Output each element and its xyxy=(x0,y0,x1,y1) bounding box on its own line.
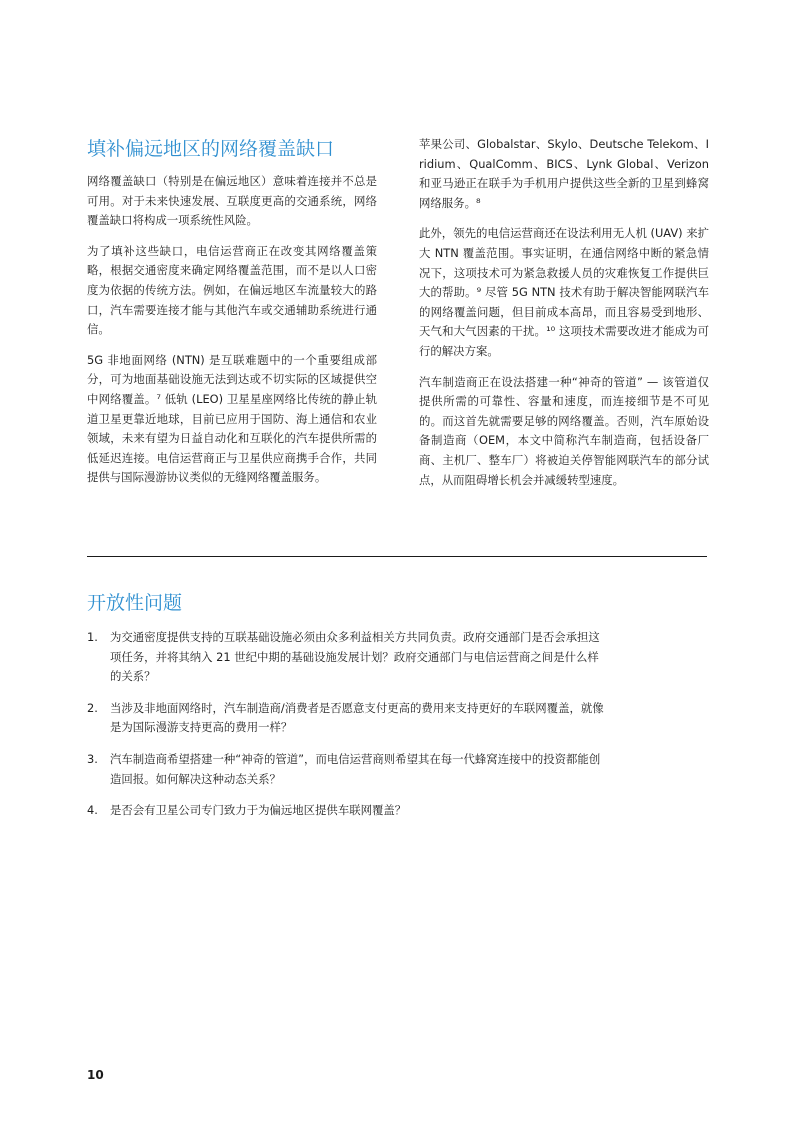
open-questions-list xyxy=(87,628,607,833)
paragraph-ntn: 5G 非地面网络 (NTN) 是互联难题中的一个重要组成部分，可为地面基础设施无法到达或不切实际的区域提供空中网络覆盖。⁷ 低轨 (LEO) 卫星星座网络比传统的静止轨道卫星更靠近地球，目前已应用于国防、海上通信和农业领域，未来有望为日益自动化和互联化的汽车提供所需的低延迟连接。电信运营商正与卫星供应商携手合作，共同提供与国际漫游协议类似的无缝网络覆盖服务。 xyxy=(87,352,377,485)
list-item-text: 当涉及非地面网络时，汽车制造商/消费者是否愿意支付更高的费用来支持更好的车联网覆盖，就像是为国际漫游支持更高的费用一样？ xyxy=(110,700,604,735)
section-divider xyxy=(87,556,707,557)
list-item xyxy=(87,801,607,821)
list-item-number: 3. xyxy=(87,751,98,766)
list-item xyxy=(87,699,607,738)
section-title-coverage-gap: 填补偏远地区的网络覆盖缺口 xyxy=(87,138,335,160)
paragraph-coverage-strategy: 为了填补这些缺口，电信运营商正在改变其网络覆盖策略，根据交通密度来确定网络覆盖范围，而不是以人口密度为依据的传统方法。例如，在偏远地区车流量较大的路口，汽车需要连接才能与其他汽车或交通辅助系统进行通信。 xyxy=(87,243,377,337)
list-item xyxy=(87,750,607,789)
page-number: 10 xyxy=(87,1068,104,1082)
list-item-number: 1. xyxy=(87,630,98,644)
list-item-text: 为交通密度提供支持的互联基础设施必须由众多利益相关方共同负责。政府交通部门是否会承担这项任务，并将其纳入 21 世纪中期的基础设施发展计划？政府交通部门与电信运营商之间是什么样的关系？ xyxy=(110,630,600,684)
paragraph-coverage-gap-intro: 网络覆盖缺口（特别是在偏远地区）意味着连接并不总是可用。对于未来快速发展、互联度更高的交通系统，网络覆盖缺口将构成一项系统性风险。 xyxy=(87,174,377,228)
paragraph-uav: 此外，领先的电信运营商还在设法利用无人机 (UAV) 来扩大 NTN 覆盖范围。事实证明，在通信网络中断的紧急情况下，这项技术可为紧急救援人员的灾难恢复工作提供巨大的帮助。⁹ 尽管 5G NTN 技术有助于解决智能网联汽车的网络覆盖问题，但目前成本高昂，而且容易受到地形、天气和大气因素的干扰。¹⁰ 这项技术需要改进才能成为可行的解决方案。 xyxy=(419,226,709,358)
list-item-number: 4. xyxy=(87,803,98,818)
paragraph-magic-pipe: 汽车制造商正在设法搭建一种“神奇的管道” — 该管道仅提供所需的可靠性、容量和速度，而连接细节是不可见的。而这首先就需要足够的网络覆盖。否则，汽车原始设备制造商（OEM，本文中简称汽车制造商，包括设备厂商、主机厂、整车厂）将被迫关停智能网联汽车的部分试点，从而阻碍增长机会并减缓转型速度。 xyxy=(419,374,709,487)
list-item-text: 是否会有卫星公司专门致力于为偏远地区提供车联网覆盖？ xyxy=(110,803,407,818)
left-column xyxy=(87,172,377,488)
list-item xyxy=(87,628,607,687)
section-title-open-questions: 开放性问题 xyxy=(87,592,183,614)
right-column xyxy=(419,135,709,490)
paragraph-satellite-partners: 苹果公司、Globalstar、Skylo、Deutsche Telekom、Iridium、QualComm、BICS、Lynk Global、Verizon 和亚马逊正在联手为手机用户提供这些全新的卫星到蜂窝网络服务。⁸ xyxy=(419,137,709,210)
list-item-number: 2. xyxy=(87,700,98,715)
list-item-text: 汽车制造商希望搭建一种“神奇的管道”，而电信运营商则希望其在每一代蜂窝连接中的投资都能创造回报。如何解决这种动态关系？ xyxy=(110,751,601,786)
